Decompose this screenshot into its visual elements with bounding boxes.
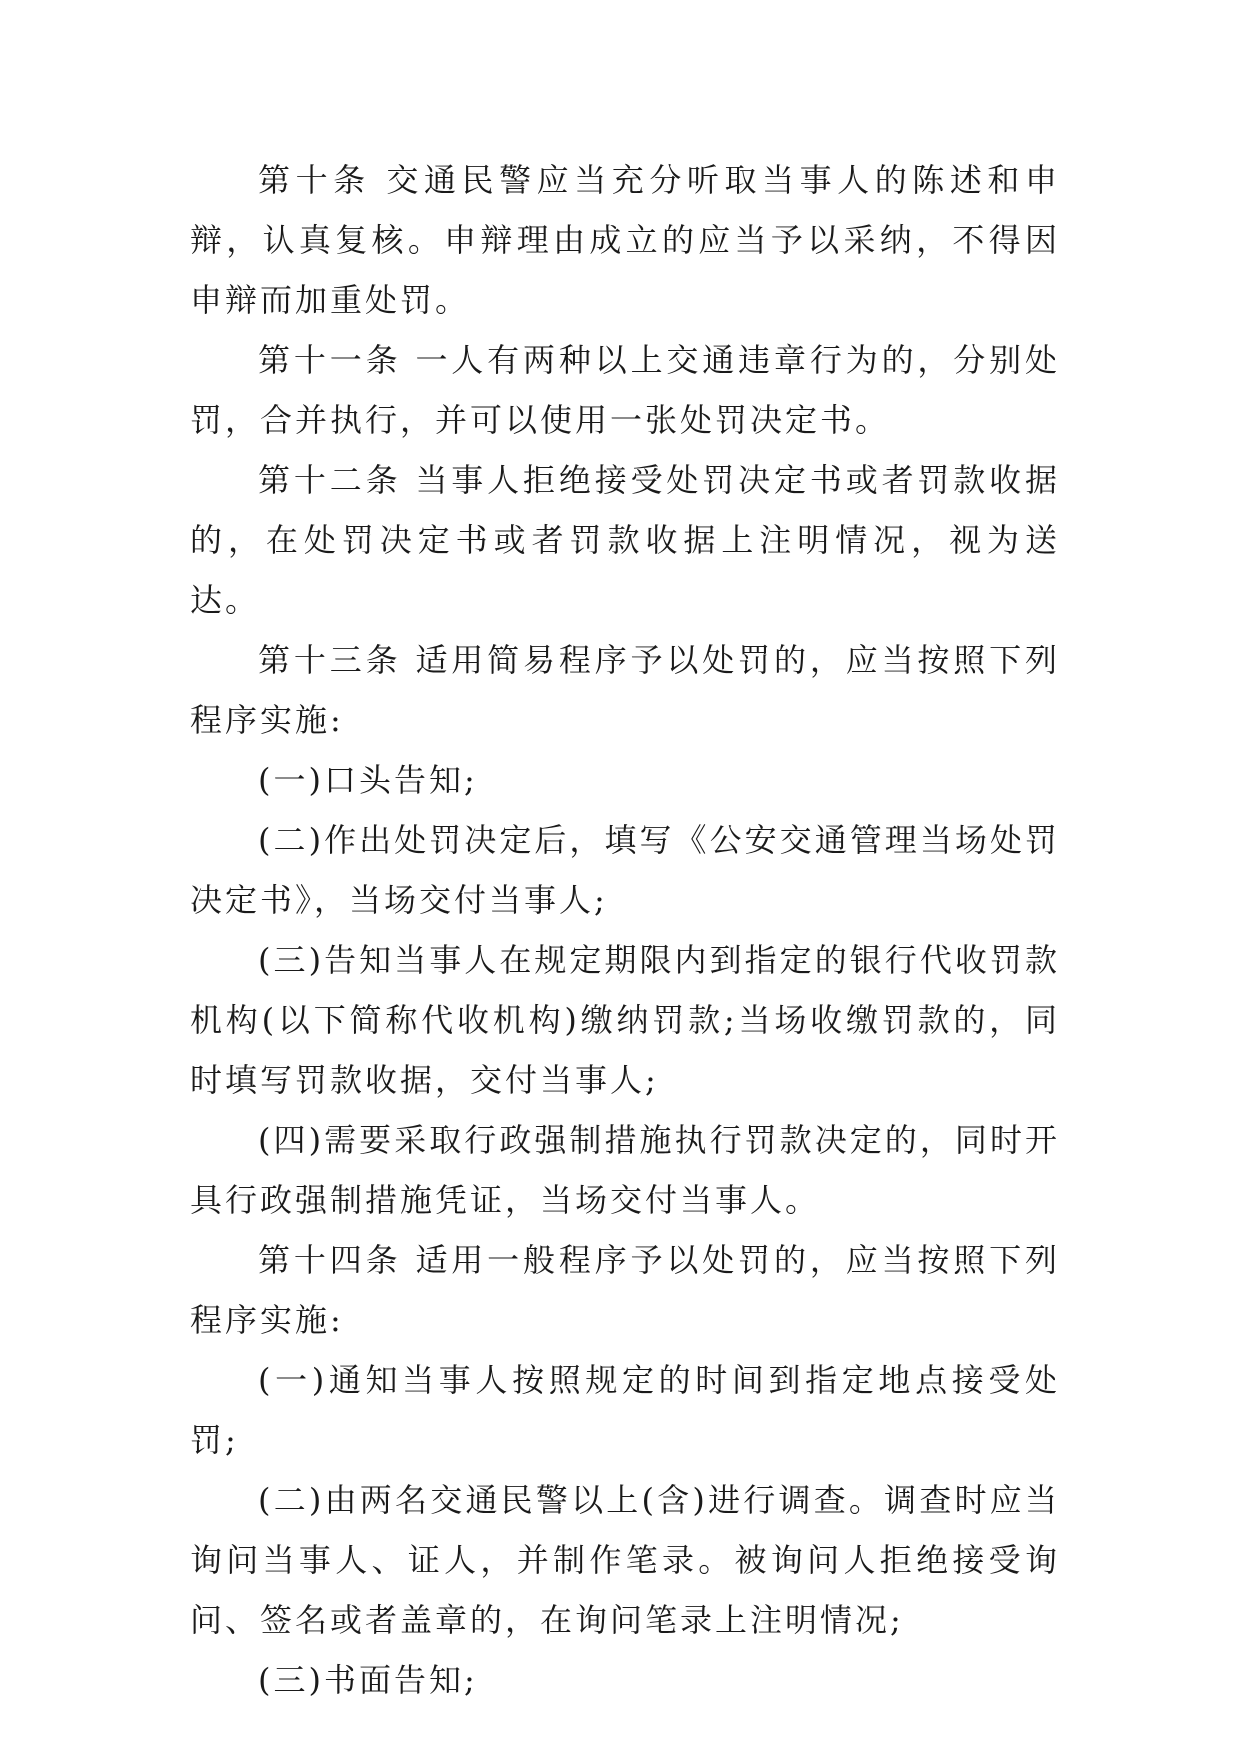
article-14-item-3: (三)书面告知; [258,1661,478,1699]
article-11-paragraph: 第十一条 一人有两种以上交通违章行为的，分别处罚，合并执行，并可以使用一张处罚决定书。 [190,341,1060,439]
article-10-paragraph: 第十条 交通民警应当充分听取当事人的陈述和申辩，认真复核。申辩理由成立的应当予以采纳，不得因申辩而加重处罚。 [190,161,1060,319]
article-14-paragraph: 第十四条 适用一般程序予以处罚的，应当按照下列程序实施: [190,1241,1060,1339]
article-13-item-1: (一)口头告知; [258,761,478,799]
article-14-item-1: (一)通知当事人按照规定的时间到指定地点接受处罚; [190,1361,1060,1459]
article-13-item-3: (三)告知当事人在规定期限内到指定的银行代收罚款机构(以下简称代收机构)缴纳罚款;当场收缴罚款的，同时填写罚款收据，交付当事人; [190,941,1060,1099]
article-13-item-2: (二)作出处罚决定后，填写《公安交通管理当场处罚决定书》，当场交付当事人; [190,821,1060,919]
document-body [190,150,1060,1710]
article-13-paragraph: 第十三条 适用简易程序予以处罚的，应当按照下列程序实施: [190,641,1060,739]
article-12-paragraph: 第十二条 当事人拒绝接受处罚决定书或者罚款收据的，在处罚决定书或者罚款收据上注明情况，视为送达。 [190,461,1060,619]
article-14-item-2: (二)由两名交通民警以上(含)进行调查。调查时应当询问当事人、证人，并制作笔录。被询问人拒绝接受询问、签名或者盖章的，在询问笔录上注明情况; [190,1481,1060,1639]
article-13-item-4: (四)需要采取行政强制措施执行罚款决定的，同时开具行政强制措施凭证，当场交付当事人。 [190,1121,1060,1219]
